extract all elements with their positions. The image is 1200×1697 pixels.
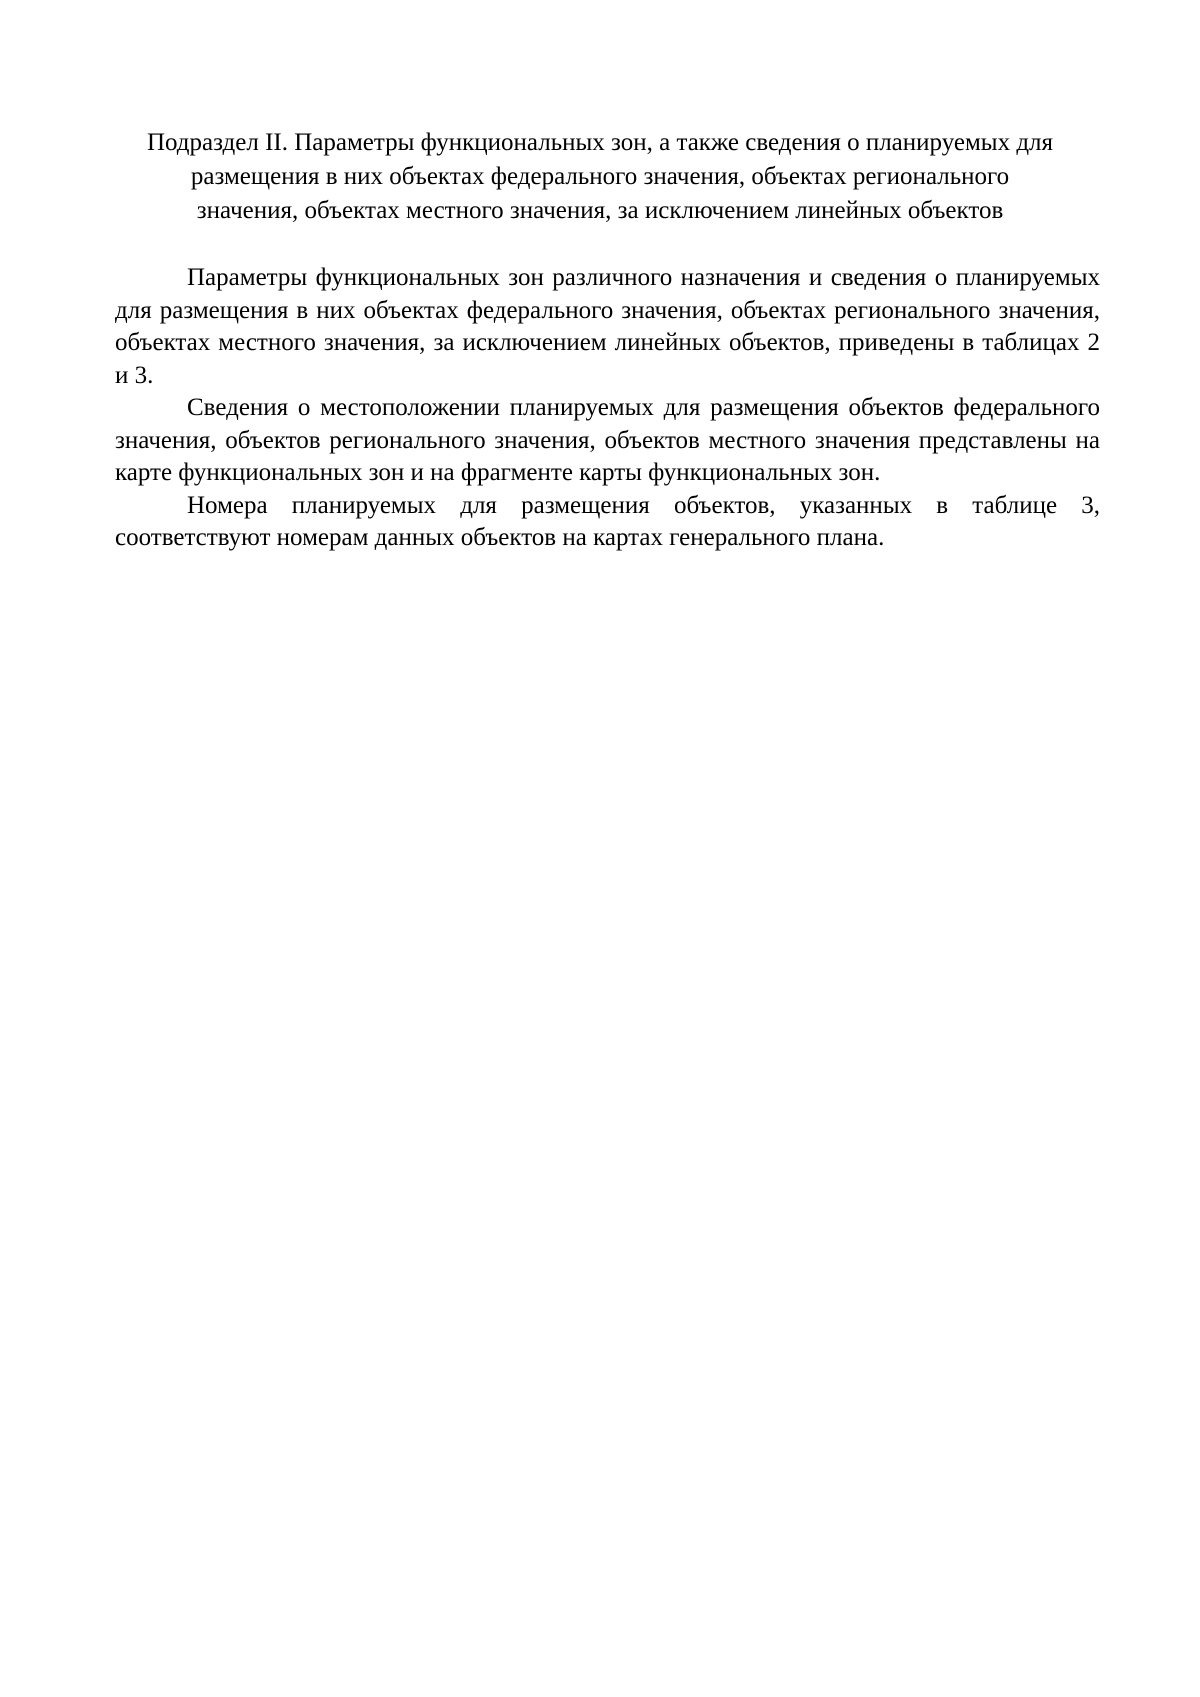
paragraph-zone-parameters: Параметры функциональных зон различного назначения и сведения о планируемых для размещения в них объектах федерального значения, объектах регионального значения, объектах местного значения, за исключением линейных объектов, приведены в таблицах 2 и 3. [115,264,1100,389]
heading-line-2: размещения в них объектах федерального значения, объектах регионального [190,163,1010,190]
document-body [115,262,1100,555]
heading-line-1: Подраздел II. Параметры функциональных зон, а также сведения о планируемых для [146,129,1054,156]
heading-line-3: значения, объектах местного значения, за исключением линейных объектов [196,197,1004,224]
section-heading [100,126,1100,228]
paragraph-object-numbers: Номера планируемых для размещения объектов, указанных в таблице 3, соответствуют номерам данных объектов на картах генерального плана. [115,491,1100,551]
paragraph-object-locations: Сведения о местоположении планируемых для размещения объектов федерального значения, объектов регионального значения, объектов местного значения представлены на карте функциональных зон и на фрагменте карты функциональных зон. [115,394,1100,486]
